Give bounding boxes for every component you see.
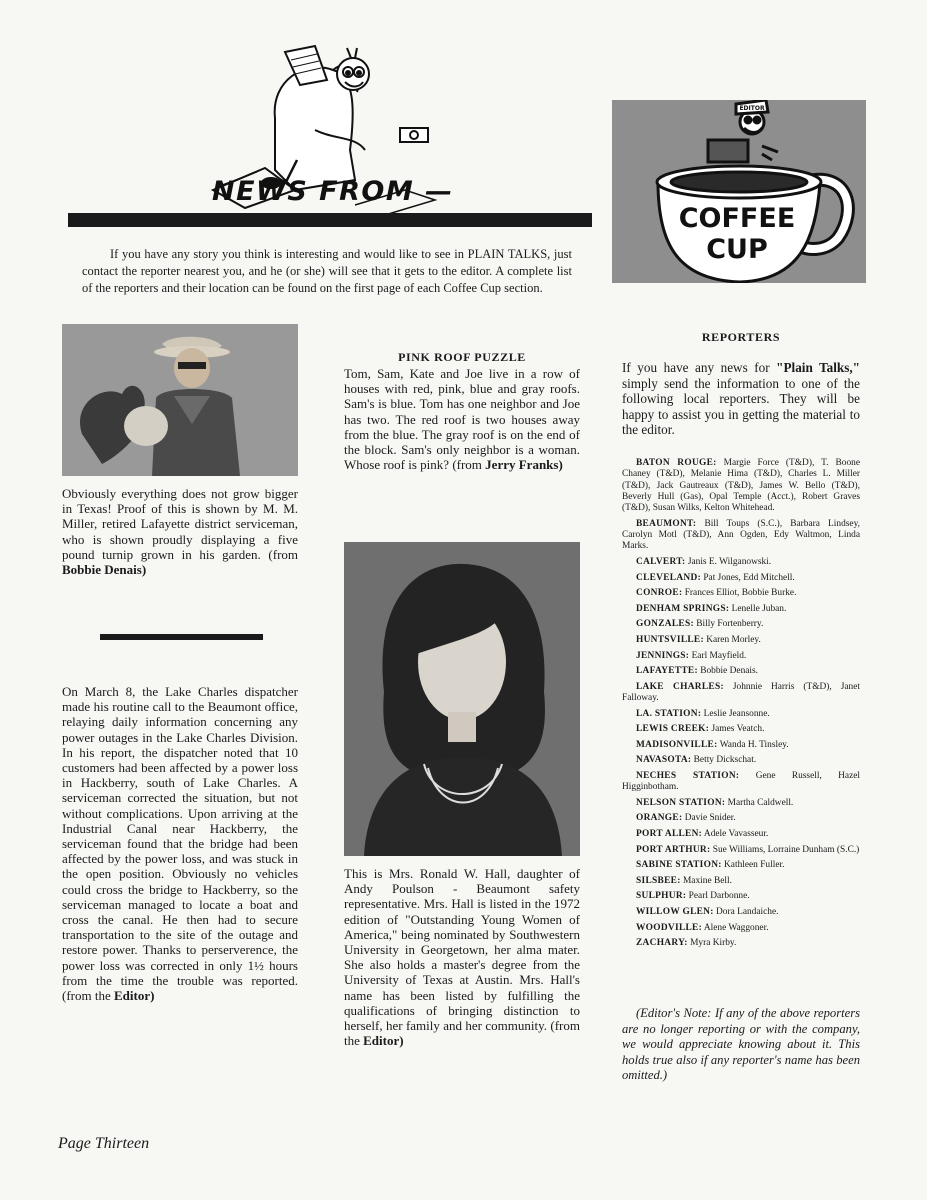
reporter-entry: NECHES STATION: Gene Russell, Hazel Higginbotham. bbox=[622, 770, 861, 793]
header-rule bbox=[68, 213, 592, 227]
puzzle-title: PINK ROOF PUZZLE bbox=[398, 350, 526, 364]
lake-charles-story: On March 8, the Lake Charles dispatcher made his routine call to the Beaumont office, relaying daily information concerning any power outages in the Lake Charles Division. In his report, the dispatcher noted that 10 customers had been affected by a power loss in Hackberry, south of Lake Charles. A serviceman corrected the situation, but not without complications. Upon arriving at the Industrial Canal near Hackberry, the serviceman found that the bridge had been affected by the power loss, and was stuck in the open position. Obviously no vehicles could cross the bridge to Hackberry, so the serviceman managed to locate a boat and cross the canal. He then had to secure transportation to the site of the outage and restore power. Thanks to perserverence, the power loss was corrected in only 1½ hours from the time the trouble was reported. (from the Editor) bbox=[62, 684, 298, 1004]
hall-caption: This is Mrs. Ronald W. Hall, daughter of Andy Poulson - Beaumont safety representative. Mrs. Hall is listed in the 1972 edition of "Outstanding Young Women of America," being nominated by Southwestern University in Georgetown, her alma mater. She also holds a master's degree from the University of Texas at Austin. Mrs. Hall's name has been listed by fulfilling the qualifications of bringing distinction to herself, her family and her community. (from the Editor) bbox=[344, 866, 580, 1049]
reporters-intro: If you have any news for "Plain Talks," simply send the information to one of the following local reporters. They will be happy to assist you in getting the material to the editor. bbox=[622, 360, 861, 438]
news-from-title: NEWS FROM — bbox=[212, 176, 454, 207]
reporter-entry: LEWIS CREEK: James Veatch. bbox=[636, 724, 765, 735]
coffee-cup-logo bbox=[612, 100, 866, 283]
editor-hat-label: EDITOR bbox=[739, 105, 765, 112]
reporter-entry: NAVASOTA: Betty Dickschat. bbox=[636, 755, 757, 766]
reporter-entry: LAKE CHARLES: Johnnie Harris (T&D), Janet Falloway. bbox=[622, 681, 860, 704]
reporter-entry: MADISONVILLE: Wanda H. Tinsley. bbox=[636, 739, 789, 750]
mrs-hall-portrait bbox=[344, 542, 580, 856]
reporter-entry: PORT ALLEN: Adele Vavasseur. bbox=[636, 829, 769, 840]
reporter-entry: JENNINGS: Earl Mayfield. bbox=[636, 650, 747, 661]
coffee-cup-icon bbox=[612, 100, 866, 283]
reporter-entry: DENHAM SPRINGS: Lenelle Juban. bbox=[636, 603, 787, 614]
turnip-photo bbox=[62, 324, 298, 476]
reporter-entry: ZACHARY: Myra Kirby. bbox=[636, 938, 737, 949]
reporters-title: REPORTERS bbox=[701, 330, 781, 344]
miller-caption: Obviously everything does not grow bigger in Texas! Proof of this is shown by M. M. Miller, retired Lafayette district serviceman, who is shown proudly displaying a five pound turnip grown in his garden. (from Bobbie Denais) bbox=[62, 486, 299, 578]
cup-label: CUP bbox=[706, 234, 768, 265]
section-divider bbox=[100, 634, 263, 640]
reporter-entry: WILLOW GLEN: Dora Landaiche. bbox=[636, 907, 779, 918]
reporters-list bbox=[622, 458, 860, 954]
reporter-entry: LAFAYETTE: Bobbie Denais. bbox=[636, 666, 759, 677]
coffee-label: COFFEE bbox=[678, 203, 796, 234]
reporter-entry: HUNTSVILLE: Karen Morley. bbox=[636, 634, 761, 645]
reporter-entry: SILSBEE: Maxine Bell. bbox=[636, 875, 732, 886]
reporter-entry: GONZALES: Billy Fortenberry. bbox=[636, 619, 764, 630]
editors-note: (Editor's Note: If any of the above reporters are no longer reporting or with the company, we would appreciate knowing about it. This holds true also if any reporter's name has been omitted.) bbox=[622, 1006, 860, 1083]
reporter-entry: CONROE: Frances Elliot, Bobbie Burke. bbox=[636, 588, 797, 599]
reporter-entry: BATON ROUGE: Margie Force (T&D), T. Boone Chaney (T&D), Melanie Hima (T&D), Charles L. Miller (T&D), Jack Gautreaux (T&D), James W. Bello (T&D), Beverly Hull (Gas), Opal Temple (Acct.), Robert Graves (T&D), Susan Wilks, Kelton Whitehead. bbox=[622, 458, 861, 514]
reporter-entry: PORT ARTHUR: Sue Williams, Lorraine Dunham (S.C.) bbox=[636, 844, 860, 855]
reporter-entry: CLEVELAND: Pat Jones, Edd Mitchell. bbox=[636, 572, 795, 583]
reporter-entry: WOODVILLE: Alene Waggoner. bbox=[636, 922, 769, 933]
reporter-entry: ORANGE: Davie Snider. bbox=[636, 813, 736, 824]
reporter-entry: NELSON STATION: Martha Caldwell. bbox=[636, 797, 794, 808]
reporter-entry: LA. STATION: Leslie Jeansonne. bbox=[636, 708, 770, 719]
reporter-entry: SULPHUR: Pearl Darbonne. bbox=[636, 891, 750, 902]
reporter-entry: BEAUMONT: Bill Toups (S.C.), Barbara Lindsey, Carolyn Motl (T&D), Ann Ogden, Edy Waltmon, Linda Marks. bbox=[622, 518, 860, 552]
intro-paragraph: If you have any story you think is interesting and would like to see in PLAIN TALKS, just contact the reporter nearest you, and he (or she) will see that it gets to the editor. A complete list of the reporters and their location can be found on the first page of each Coffee Cup section. bbox=[82, 247, 572, 295]
page-number: Page Thirteen bbox=[58, 1135, 150, 1152]
puzzle-text: Tom, Sam, Kate and Joe live in a row of houses with red, pink, blue and gray roofs. Sam's is blue. Tom has one neighbor and Joe has two. The red roof is two houses away from the blue. The gray roof is on the end of the block. Sam's only neighbor is a woman. Whose roof is pink? (from Jerry Franks) bbox=[344, 366, 580, 473]
reporter-entry: SABINE STATION: Kathleen Fuller. bbox=[636, 860, 785, 871]
reporter-entry: CALVERT: Janis E. Wilganowski. bbox=[636, 556, 772, 567]
